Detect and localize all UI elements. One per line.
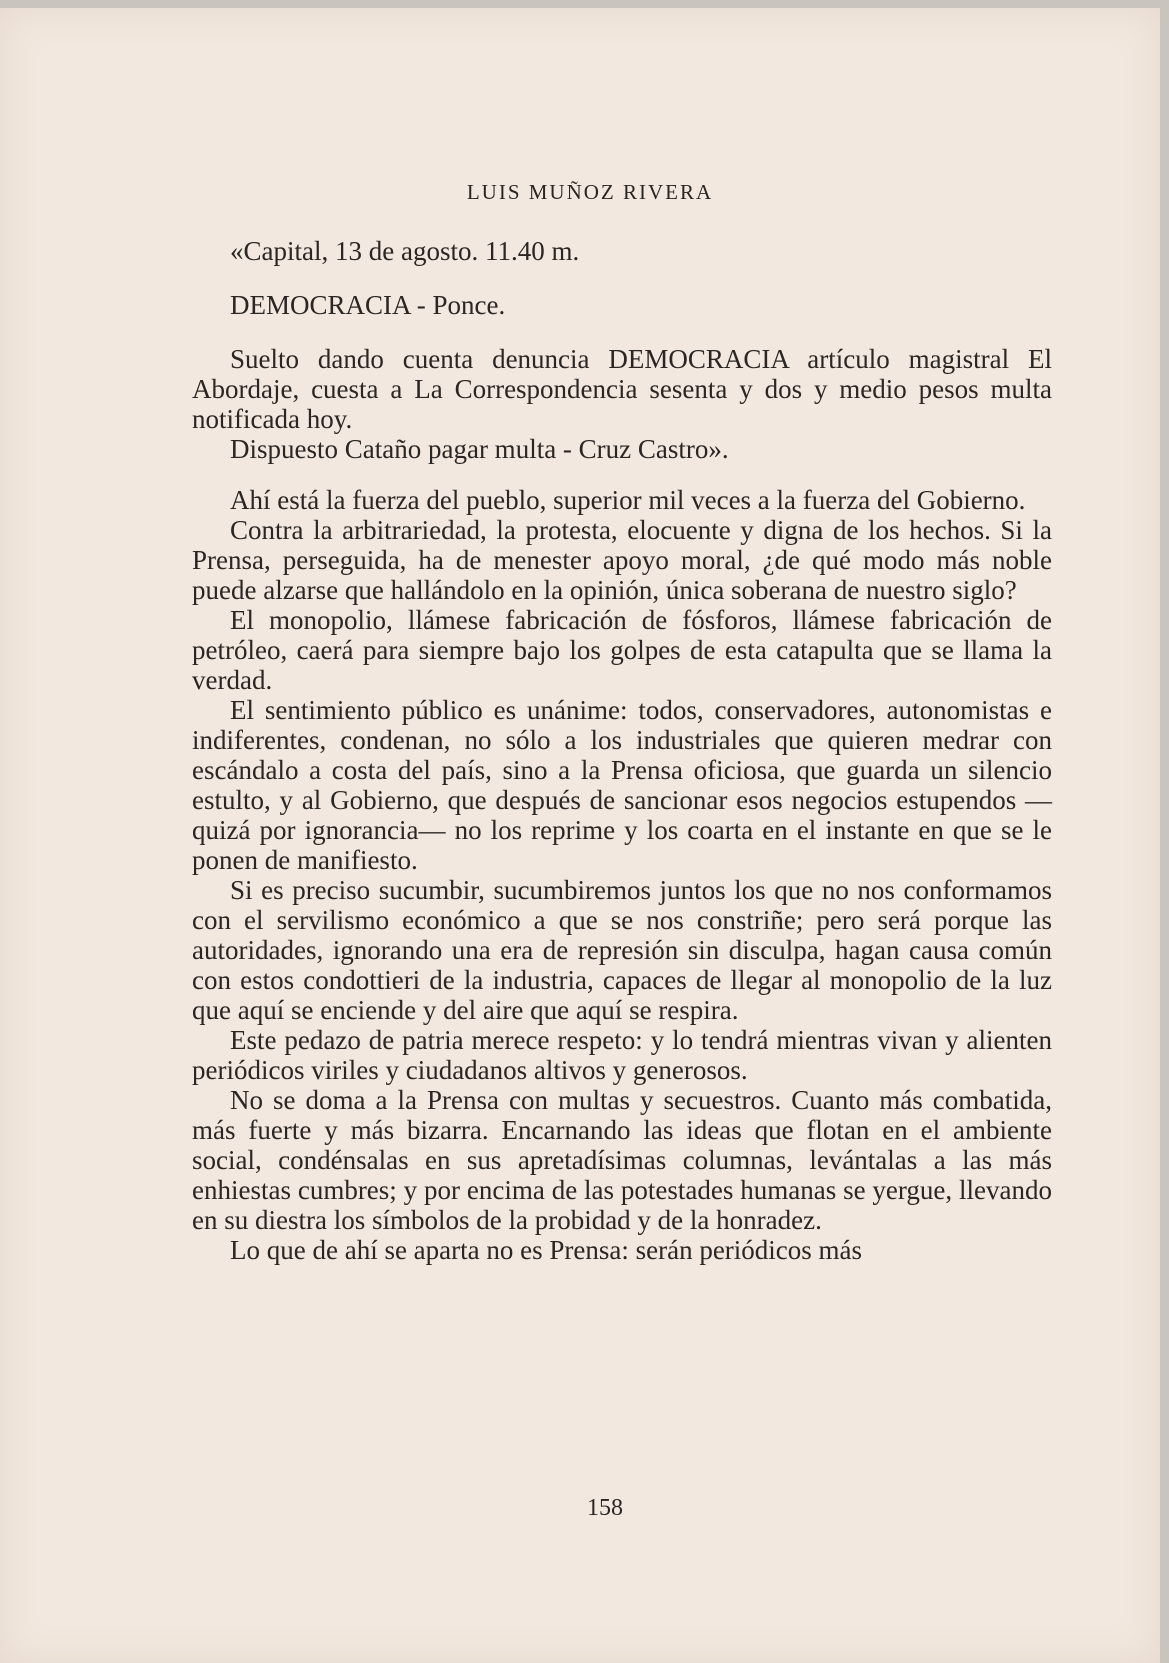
telegram-dateline: «Capital, 13 de agosto. 11.40 m. (230, 236, 580, 266)
telegram-body: Suelto dando cuenta denuncia DEMOCRACIA artículo magistral El Abordaje, cuesta a La Correspondencia sesenta y dos y medio pesos multa notificada hoy. (192, 344, 1052, 434)
book-page (0, 8, 1160, 1663)
telegram-addressee: DEMOCRACIA - Ponce. (230, 290, 506, 320)
paragraph: Lo que de ahí se aparta no es Prensa: serán periódicos más (230, 1235, 863, 1265)
paragraph: No se doma a la Prensa con multas y secuestros. Cuanto más combatida, más fuerte y más bizarra. Encarnando las ideas que flotan en el ambiente social, condénsalas en sus apretadísimas columnas, levántalas a las más enhiestas cumbres; y por encima de las potestades humanas se yergue, llevando en su diestra los símbolos de la probidad y de la honradez. (192, 1085, 1052, 1235)
paragraph: Contra la arbitrariedad, la protesta, elocuente y digna de los hechos. Si la Prensa, perseguida, ha de menester apoyo moral, ¿de qué modo más noble puede alzarse que hallándolo en la opinión, única soberana de nuestro siglo? (192, 515, 1052, 605)
paragraph: El monopolio, llámese fabricación de fósforos, llámese fabricación de petróleo, caerá para siempre bajo los golpes de esta catapulta que se llama la verdad. (192, 605, 1052, 695)
paragraph: Si es preciso sucumbir, sucumbiremos juntos los que no nos conformamos con el servilismo económico a que se nos constriñe; pero será porque las autoridades, ignorando una era de represión sin disculpa, hagan causa común con estos condottieri de la industria, capaces de llegar al monopolio de la luz que aquí se enciende y del aire que aquí se respira. (192, 875, 1052, 1025)
paragraph: El sentimiento público es unánime: todos, conservadores, autonomistas e indiferentes, condenan, no sólo a los industriales que quieren medrar con escándalo a costa del país, sino a la Prensa oficiosa, que guarda un silencio estulto, y al Gobierno, que después de sancionar esos negocios estupendos —quizá por ignorancia— no los reprime y los coarta en el instante en que se le ponen de manifiesto. (192, 695, 1052, 875)
page-number: 158 (587, 1495, 623, 1521)
paragraph: Este pedazo de patria merece respeto: y lo tendrá mientras vivan y alienten periódicos viriles y ciudadanos altivos y generosos. (192, 1025, 1052, 1085)
telegram-signature: Dispuesto Cataño pagar multa - Cruz Castro». (230, 434, 729, 464)
running-head: LUIS MUÑOZ RIVERA (466, 180, 714, 204)
paragraph: Ahí está la fuerza del pueblo, superior mil veces a la fuerza del Gobierno. (230, 485, 1026, 515)
body-text (192, 236, 1052, 1265)
